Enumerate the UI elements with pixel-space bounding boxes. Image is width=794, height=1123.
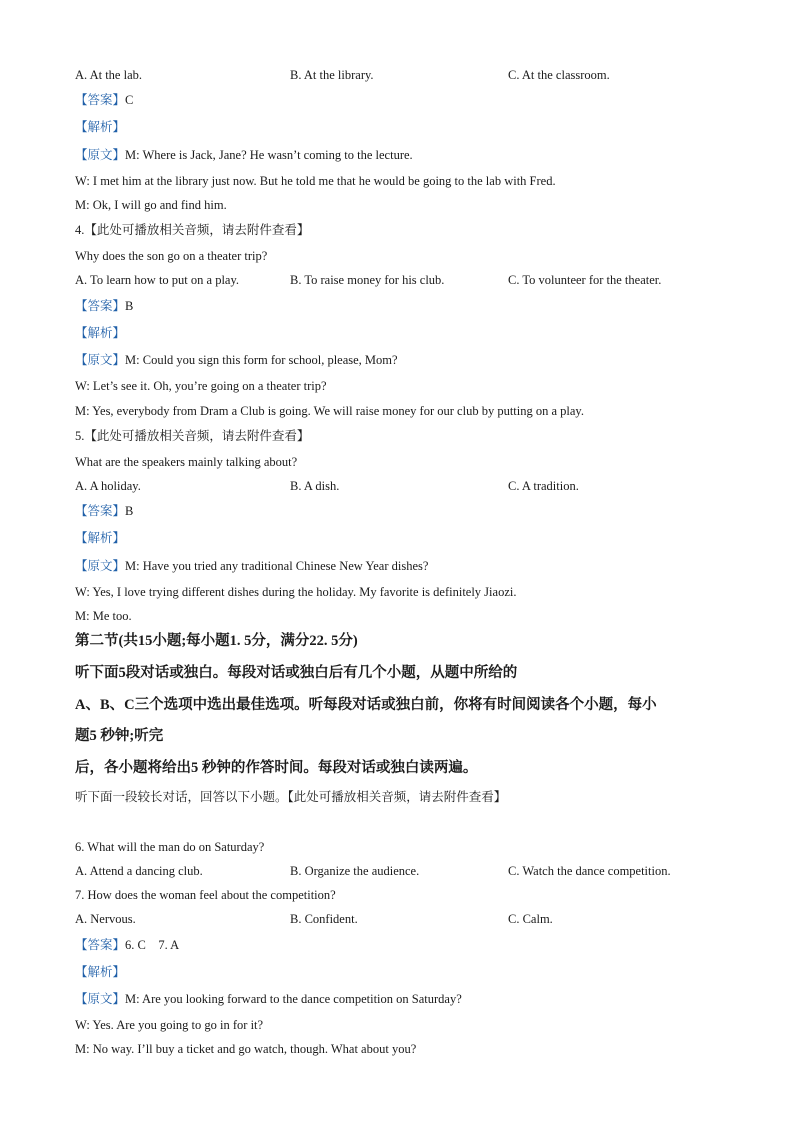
q3-analysis-label	[75, 119, 125, 135]
q3-option-b: B. At the library.	[290, 68, 374, 82]
q4-header	[75, 222, 309, 238]
q4-audio-note: 【此处可播放相关音频，请去附件查看】	[84, 223, 310, 237]
q67-transcript-text-1: M: Are you looking forward to the dance competition on Saturday?	[125, 992, 462, 1006]
section2-instruction-3: 题5 秒钟;听完	[75, 728, 164, 744]
q4-answer	[75, 298, 133, 314]
q3-transcript-line-2: W: I met him at the library just now. But he told me that he would be going to the lab with Fred.	[75, 174, 556, 188]
q4-number: 4.	[75, 223, 85, 237]
q7-option-a: A. Nervous.	[75, 912, 136, 926]
q4-analysis-label	[75, 325, 125, 341]
transcript-label: 【原文】	[75, 559, 126, 573]
section2-dialog-intro: 听下面一段较长对话，回答以下小题。【此处可播放相关音频，请去附件查看】	[75, 790, 507, 804]
analysis-label: 【解析】	[75, 531, 126, 545]
q67-transcript-line-2: W: Yes. Are you going to go in for it?	[75, 1018, 264, 1032]
q67-transcript-line-3: M: No way. I’ll buy a ticket and go watch, though. What about you?	[75, 1042, 417, 1056]
q3-transcript-text-1: M: Where is Jack, Jane? He wasn’t coming to the lecture.	[125, 148, 413, 162]
q7-options	[75, 911, 755, 927]
q5-number: 5.	[75, 429, 85, 443]
q5-audio-note: 【此处可播放相关音频，请去附件查看】	[84, 429, 310, 443]
section2-instruction-4: 后，各小题将给出5 秒钟的作答时间。每段对话或独白读两遍。	[75, 760, 478, 776]
q6-option-a: A. Attend a dancing club.	[75, 864, 203, 878]
section2-instruction-1: 听下面5段对话或独白。每段对话或独白后有几个小题，从题中所给的	[75, 665, 518, 681]
q4-answer-value: B	[125, 299, 134, 313]
answer-label: 【答案】	[75, 938, 126, 952]
q5-transcript-line-1	[75, 558, 428, 574]
q67-answer	[75, 937, 179, 953]
q5-analysis-label	[75, 530, 125, 546]
q3-option-c: C. At the classroom.	[508, 68, 610, 82]
q4-question: Why does the son go on a theater trip?	[75, 249, 268, 263]
q5-transcript-line-2: W: Yes, I love trying different dishes during the holiday. My favorite is definitely Jiaozi.	[75, 585, 517, 599]
answer-label: 【答案】	[75, 504, 126, 518]
q3-answer	[75, 92, 133, 108]
q6-option-c: C. Watch the dance competition.	[508, 864, 671, 878]
q3-options	[75, 67, 755, 83]
q7-option-c: C. Calm.	[508, 912, 553, 926]
q7-option-b: B. Confident.	[290, 912, 358, 926]
q5-header	[75, 428, 309, 444]
q6-option-b: B. Organize the audience.	[290, 864, 420, 878]
q3-answer-value: C	[125, 93, 134, 107]
transcript-label: 【原文】	[75, 992, 126, 1006]
answer-label: 【答案】	[75, 93, 126, 107]
q4-options	[75, 272, 755, 288]
q4-transcript-line-3: M: Yes, everybody from Dram a Club is going. We will raise money for our club by putting on a play.	[75, 404, 584, 418]
q6-question: 6. What will the man do on Saturday?	[75, 840, 265, 854]
analysis-label: 【解析】	[75, 326, 126, 340]
q4-option-c: C. To volunteer for the theater.	[508, 273, 662, 287]
transcript-label: 【原文】	[75, 148, 126, 162]
q5-option-b: B. A dish.	[290, 479, 340, 493]
q4-transcript-text-1: M: Could you sign this form for school, please, Mom?	[125, 353, 398, 367]
q5-answer-value: B	[125, 504, 134, 518]
transcript-label: 【原文】	[75, 353, 126, 367]
q5-question: What are the speakers mainly talking about?	[75, 455, 298, 469]
q4-transcript-line-1	[75, 352, 398, 368]
q5-options	[75, 478, 755, 494]
q6-options	[75, 863, 755, 879]
q4-transcript-line-2: W: Let’s see it. Oh, you’re going on a theater trip?	[75, 379, 327, 393]
q4-option-b: B. To raise money for his club.	[290, 273, 445, 287]
q5-answer	[75, 503, 133, 519]
q3-transcript-line-3: M: Ok, I will go and find him.	[75, 198, 227, 212]
q67-transcript-line-1	[75, 991, 462, 1007]
q7-question: 7. How does the woman feel about the competition?	[75, 888, 336, 902]
q67-answer-value: 6. C 7. A	[125, 938, 180, 952]
analysis-label: 【解析】	[75, 965, 126, 979]
section2-heading: 第二节(共15小题;每小题1. 5分，满分22. 5分)	[75, 633, 358, 649]
section2-instruction-2: A、B、C三个选项中选出最佳选项。听每段对话或独白前，你将有时间阅读各个小题，每小	[75, 697, 657, 713]
q5-transcript-line-3: M: Me too.	[75, 609, 132, 623]
q3-option-a: A. At the lab.	[75, 68, 143, 82]
q5-option-a: A. A holiday.	[75, 479, 141, 493]
analysis-label: 【解析】	[75, 120, 126, 134]
q5-transcript-text-1: M: Have you tried any traditional Chinese New Year dishes?	[125, 559, 429, 573]
q67-analysis-label	[75, 964, 125, 980]
q5-option-c: C. A tradition.	[508, 479, 579, 493]
q3-transcript-line-1	[75, 147, 413, 163]
answer-label: 【答案】	[75, 299, 126, 313]
q4-option-a: A. To learn how to put on a play.	[75, 273, 240, 287]
